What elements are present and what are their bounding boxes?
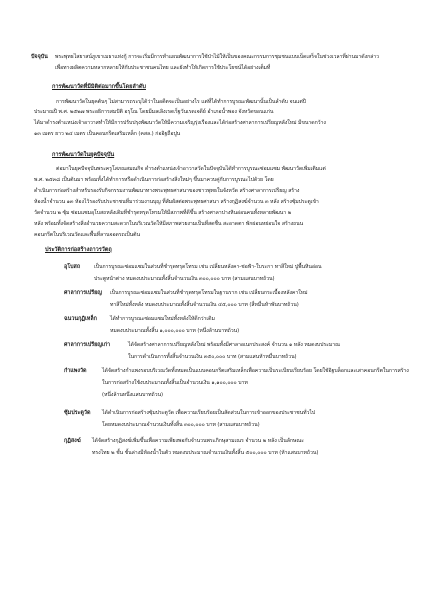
item-monk-quarters-line-1: ได้จัดสร้างกุฏิสงฆ์เพิ่มขึ้นเพื่อความเพียงพอกับจำนวนพระภิกษุสามเณร จำนวน ๒ หลัง เป็นลักษณะ xyxy=(92,438,304,444)
intro-line-1: พระพุทธไสยาสน์ภูเขาเมธาแห่งกู้ การจะเริ่มมีการทำแผนพัฒนาการใช้ป่าไม้ให้เป็นของคณะกรรมการชุมชนแบบเบ็ดเสร็จในช่วงเวลาที่ผ่านมาดังกล่าว xyxy=(55,54,380,60)
section2-line-6: หลัง พร้อมทั้งจัดสร้างสิ่งอำนวยความสะดวกในบริเวณวัดให้มีสภาพสวยงามเป็นที่สดชื่น สะอาดตา พักผ่อนหย่อนใจ สร้างถนน xyxy=(34,221,304,227)
section1-heading: การพัฒนาวัดที่มีมิติต่อมากขึ้นโดยลำดับ xyxy=(52,84,146,90)
section2-line-2: พ.ศ. ๒๕๓๘ เป็นต้นมา พร้อมทั้งได้ทำการหรือดำเนินการก่อสร้างสิ่งใหม่ๆ ขึ้นมาควบคู่กับการบูรณะไปด้วย โดย xyxy=(34,177,274,183)
section1-line-1: การพัฒนาวัดในยุคต้นๆ ไม่สามารถระบุได้ว่าในอดีตจะเป็นอย่างไร แต่ที่ได้ทำการบูรณะพัฒนานั้นเป็นลำดับ จนแต่ปี xyxy=(56,99,306,105)
item-monk-quarters-line-2: ทรงไทย ๒ ชั้น ชั้นล่างมีห้องน้ำในตัว หมดงบประมาณจำนวนเงินทั้งสิ้น ๕๐๐,๐๐๐ บาท (ห้าแสนบาทถ้วน) xyxy=(92,450,319,456)
section1-line-2: ประมาณปี พ.ศ. ๒๕๒๗ พระอธิการสมปัติ อรุโณ โดยมีมลเลิงเรดเร็ฐวันเรดเจดีย์ อำเภอน้ำพอง จังหวัดขอนแก่น xyxy=(34,109,274,115)
section2-line-3: ดำเนินการก่อสร้างสำหรับรองรับกิจกรรมงานพัฒนาทางพระพุทธศาสนาของชาวพุทธในจังหวัด สร้างศาลาการเปรียญ สร้าง xyxy=(34,188,300,194)
section2-line-7: คอนกรีตในบริเวณวัดและพื้นที่ลานจอดรถเป็นต้น xyxy=(34,232,140,238)
item-sala-old-label: ศาลาการเปรียญเก่า xyxy=(64,342,111,348)
item-sala-line-1: เป็นการบูรณะซ่อมแซมในส่วนที่ชำรุดทรุดโทรมในฐานราก เช่น เปลี่ยนกระเบื้องหลังคาใหม่ xyxy=(110,290,308,296)
item-monk-quarters-label: กุฏิสงฆ์ xyxy=(64,438,81,444)
item-sala-line-2: ทาสีใหม่ทั้งหลัง หมดงบประมาณทั้งสิ้นจำนวนเงิน ๔๕,๐๐๐ บาท (สี่หมื่นห้าพันบาทถ้วน) xyxy=(110,302,299,308)
item-kuti-label: ฉนวนกุฏิเหล็ก xyxy=(64,316,97,322)
intro-label: ปัจจุบัน xyxy=(31,54,48,60)
item-gate-line-2: โดยหมดงบประมาณจำนวนเงินทั้งสิ้น ๓๐๐,๐๐๐ บาท (สามแสนบาทถ้วน) xyxy=(102,422,260,428)
section1-line-4: ๑๓ เมตร ยาว ๒๔ เมตร เป็นคอนกรีตเสริมเหล็ก (คสล.) ก่ออิฐถือปูน xyxy=(34,131,181,137)
section2-line-1: ต่อมาในยุคปัจจุบันพระครูโสภณสมณกิจ ดำรงตำแหน่งเจ้าอาวาสวัดในปัจจุบันได้ทำการบูรณะซ่อมแซม พัฒนาวัดเพิ่มเติมแต่ xyxy=(56,166,326,172)
item-sala-label: ศาลาการเปรียญ xyxy=(64,290,102,296)
intro-line-2: เพื่อทางผลิตความหลากหลายให้กับประชาชนคนไทย และยังทำให้เกิดการใช้ประโยชน์ได้อย่างเต็มที่ xyxy=(55,65,271,71)
item-sala-old-line-1: ได้จัดสร้างศาลาการเปรียญหลังใหม่ พร้อมทั้งมีศาลาอเนกประสงค์ จำนวน ๑ หลัง หมดงบประมาณ xyxy=(128,342,340,348)
section3-heading: ประวัติการก่อสร้างถาวรวัตถุ xyxy=(45,247,112,253)
item-gate-label: ซุ้มประตูวัด xyxy=(64,410,91,416)
item-ubosot-line-1: เป็นการบูรณะซ่อมแซมในส่วนที่ชำรุดทรุดโทรม เช่น เปลี่ยนหลังคา-ช่อฟ้า-ใบระกา ทาสีใหม่ ปูพื้นหินอ่อน xyxy=(94,264,322,270)
item-ubosot-line-2: ประตูหน้าต่าง หมดงบประมาณทั้งสิ้นจำนวนเงิน ๓๐๐,๐๐๐ บาท (สามแสนบาทถ้วน) xyxy=(94,276,275,282)
item-sala-old-line-2: ในการดำเนินการทั้งสิ้นจำนวนเงิน ๓๕๐,๐๐๐ บาท (สามแสนห้าหมื่นบาทถ้วน) xyxy=(128,354,297,360)
item-gate-line-1: ได้ดำเนินการก่อสร้างซุ้มประตูวัด เพื่อความเรียบร้อยเป็นสัดส่วนในการเข้าออกของประชาชนทั่วไป xyxy=(102,410,316,416)
item-wall-line-1: ได้จัดสร้างกำแพงรอบบริเวณวัดทั้งหมดเป็นแบบคอนกรีตเสริมเหล็กเพื่อความเป็นระเบียบเรียบร้อย โดยใช้อิฐบล็อกและเสาคอนกรีตในการสร้าง xyxy=(102,368,409,374)
item-wall-label: กำแพงวัด xyxy=(64,368,87,374)
item-wall-line-3: (หนึ่งล้านหนึ่งแสนบาทถ้วน) xyxy=(102,392,163,398)
item-kuti-line-1: ได้ทำการบูรณะซ่อมแซมใหม่ทั้งหลังให้ดีกว่าเดิม xyxy=(110,316,215,322)
item-kuti-line-2: หมดงบประมาณทั้งสิ้น ๑,๐๐๐,๐๐๐ บาท (หนึ่งล้านบาทถ้วน) xyxy=(110,328,240,334)
section1-line-3: ได้มาดำรงตำแหน่งเจ้าอาวาสทำให้มีการปรับปรุงพัฒนาวัดให้มีความเจริญรุ่งเรืองและได้ก่อสร้างศาลาการเปรียญหลังใหม่ มีขนาดกว้าง xyxy=(34,120,326,126)
item-wall-line-2: ในการก่อสร้างใช้งบประมาณทั้งสิ้นเป็นจำนวนเงิน ๑,๑๐๐,๐๐๐ บาท xyxy=(102,380,248,386)
item-ubosot-label: อุโบสถ xyxy=(64,264,81,270)
section2-line-5: วัดจำนวน ๒ ซุ้ม ซ่อมแซมอุโบสถหลังเดิมที่ชำรุดทรุดโทรมให้มีสภาพที่ดีขึ้น สร้างศาลาปางหินอ่อนคนทั้งหลายพัฒนา ๒ xyxy=(34,210,292,216)
section2-heading: การพัฒนาวัดในยุคปัจจุบัน xyxy=(52,152,115,158)
section2-line-4: ห้องน้ำจำนวน ๑๓ ห้องไว้รองรับประชาชนที่มาร่วมงานบุญ ที่สัมผัสต่อพระพุทธศาสนา สร้างกุฏิสงฆ์จำนวน ๓ หลัง สร้างซุ้มประตูเข้า xyxy=(34,199,319,205)
